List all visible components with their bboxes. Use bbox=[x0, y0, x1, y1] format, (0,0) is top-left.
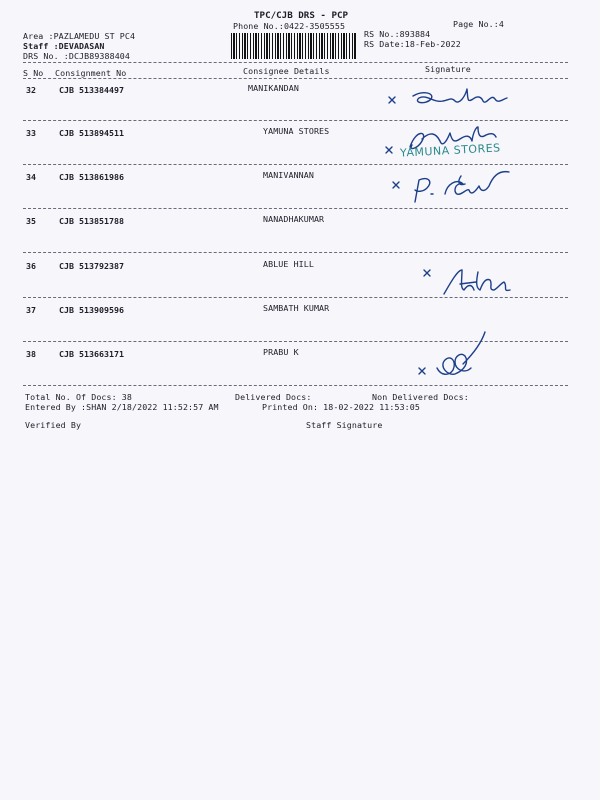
delivered-docs: Delivered Docs: bbox=[235, 392, 312, 402]
col-header-signature: Signature bbox=[425, 64, 471, 74]
row-consignee: MANIKANDAN bbox=[248, 83, 299, 93]
drs-number: DRS No. :DCJB89388404 bbox=[23, 51, 130, 61]
signature-image bbox=[385, 160, 525, 210]
rs-number: RS No.:893884 bbox=[364, 29, 431, 39]
row-consignee: ABLUE HILL bbox=[263, 259, 314, 269]
row-consignee: SAMBATH KUMAR bbox=[263, 303, 330, 313]
divider bbox=[23, 252, 568, 253]
staff-label: Staff :DEVADASAN bbox=[23, 41, 105, 51]
page-number: Page No.:4 bbox=[453, 19, 504, 29]
divider bbox=[23, 62, 568, 63]
entered-by: Entered By :SHAN 2/18/2022 11:52:57 AM bbox=[25, 402, 219, 412]
row-consignee: PRABU K bbox=[263, 347, 299, 357]
company-stamp: YAMUNA STORES bbox=[399, 141, 501, 160]
row-consignment-no: CJB 513663171 bbox=[59, 349, 124, 359]
signature-image bbox=[415, 328, 495, 388]
row-sno: 36 bbox=[26, 261, 36, 271]
row-consignment-no: CJB 513894511 bbox=[59, 128, 124, 138]
total-docs: Total No. Of Docs: 38 bbox=[25, 392, 132, 402]
row-sno: 33 bbox=[26, 128, 36, 138]
non-delivered-docs: Non Delivered Docs: bbox=[372, 392, 469, 402]
document-title: TPC/CJB DRS - PCP bbox=[254, 10, 349, 21]
divider bbox=[23, 78, 568, 79]
row-sno: 38 bbox=[26, 349, 36, 359]
row-consignment-no: CJB 513384497 bbox=[59, 85, 124, 95]
area-label: Area :PAZLAMEDU ST PC4 bbox=[23, 31, 136, 41]
rs-date: RS Date:18-Feb-2022 bbox=[364, 39, 461, 49]
phone-number: Phone No.:0422-3505555 bbox=[233, 21, 346, 31]
row-consignee: MANIVANNAN bbox=[263, 170, 314, 180]
printed-on: Printed On: 18-02-2022 11:53:05 bbox=[262, 402, 420, 412]
verified-by: Verified By bbox=[25, 420, 82, 430]
col-header-consignee: Consignee Details bbox=[243, 66, 330, 76]
row-consignee: YAMUNA STORES bbox=[263, 126, 330, 136]
row-consignment-no: CJB 513861986 bbox=[59, 172, 124, 182]
row-sno: 34 bbox=[26, 172, 36, 182]
row-consignment-no: CJB 513792387 bbox=[59, 261, 124, 271]
row-consignment-no: CJB 513851788 bbox=[59, 216, 124, 226]
row-sno: 35 bbox=[26, 216, 36, 226]
divider bbox=[23, 120, 568, 121]
row-sno: 37 bbox=[26, 305, 36, 315]
signature-image bbox=[420, 262, 520, 300]
row-consignee: NANADHAKUMAR bbox=[263, 214, 325, 224]
signature-image bbox=[385, 84, 535, 118]
row-consignment-no: CJB 513909596 bbox=[59, 305, 124, 315]
row-sno: 32 bbox=[26, 85, 36, 95]
col-header-sno: S No bbox=[23, 68, 44, 78]
barcode bbox=[231, 33, 357, 59]
staff-signature: Staff Signature bbox=[306, 420, 383, 430]
col-header-consignment: Consignment No bbox=[55, 68, 127, 78]
